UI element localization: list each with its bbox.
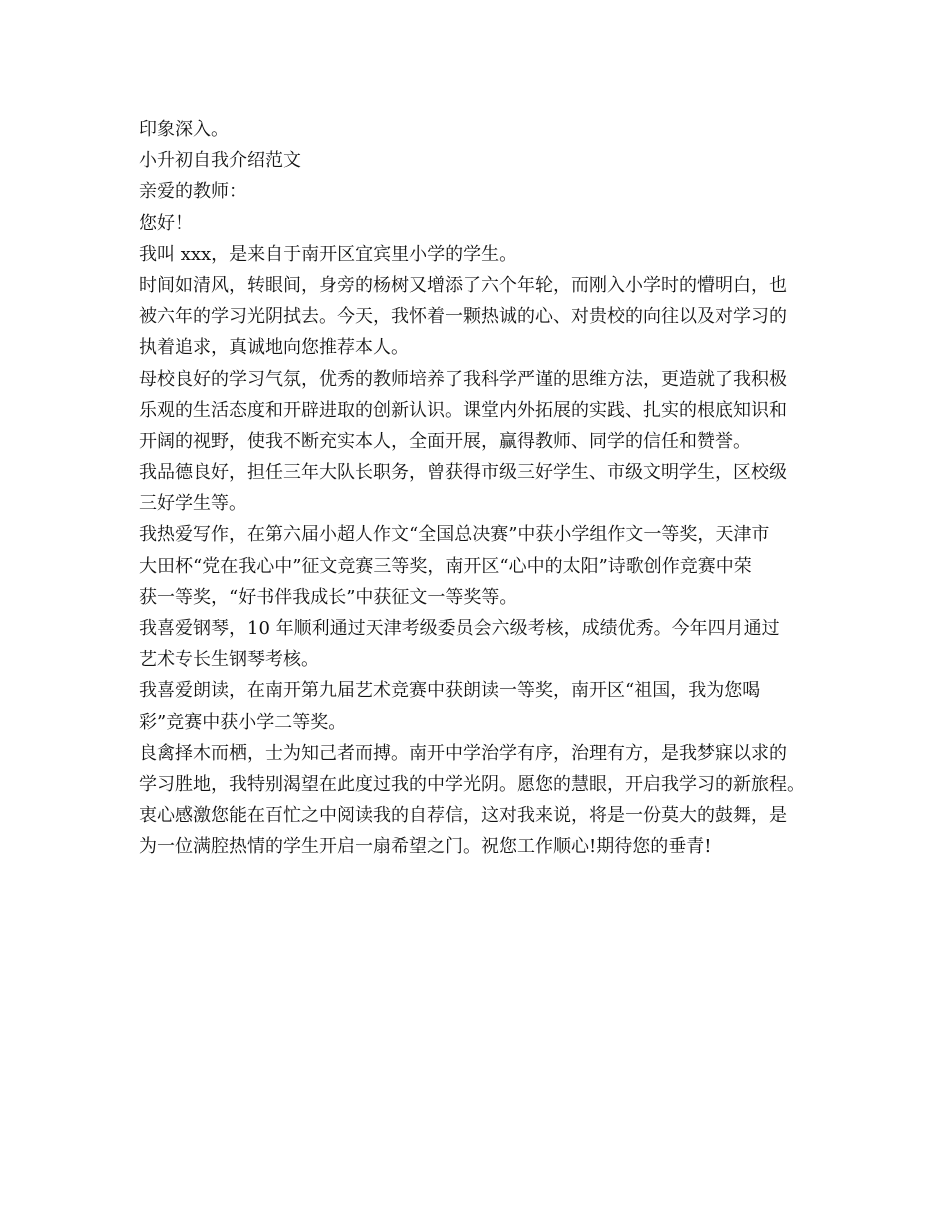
text-line: 我热爱写作，在第六届小超人作文“全国总决赛”中获小学组作文一等奖，天津市 [139, 524, 770, 546]
text-line: 为一位满腔热情的学生开启一扇希望之门。祝您工作顺心!期待您的垂青! [139, 836, 712, 858]
text-line: 印象深入。 [139, 119, 229, 140]
text-line: 母校良好的学习气氛，优秀的教师培养了我科学严谨的思维方法，更造就了我积极 [139, 368, 787, 390]
text-line: 衷心感激您能在百忙之中阅读我的自荐信，这对我来说，将是一份莫大的鼓舞，是 [139, 805, 787, 827]
document-title: 小升初自我介绍范文 [139, 150, 301, 172]
text-line: 学习胜地，我特别渴望在此度过我的中学光阴。愿您的慧眼，开启我学习的新旅程。 [139, 773, 805, 795]
text-line: 乐观的生活态度和开辟进取的创新认识。课堂内外拓展的实践、扎实的根底知识和 [139, 399, 787, 421]
text-line: 大田杯“党在我心中”征文竞赛三等奖，南开区“心中的太阳”诗歌创作竞赛中荣 [139, 555, 752, 577]
salutation: 亲爱的教师： [139, 181, 247, 203]
text-line: 我叫 xxx，是来自于南开区宜宾里小学的学生。 [139, 243, 518, 265]
text-line: 彩”竞赛中获小学二等奖。 [139, 711, 347, 733]
text-line: 我喜爱朗读，在南开第九届艺术竞赛中获朗读一等奖，南开区“祖国，我为您喝 [139, 680, 761, 702]
text-line: 艺术专长生钢琴考核。 [139, 649, 319, 671]
text-line: 执着追求，真诚地向您推荐本人。 [139, 337, 409, 359]
document-page [139, 114, 819, 863]
text-line: 三好学生等。 [139, 493, 247, 515]
text-line: 获一等奖，“好书伴我成长”中获征文一等奖等。 [139, 586, 518, 608]
text-line: 被六年的学习光阴拭去。今天，我怀着一颗热诚的心、对贵校的向往以及对学习的 [139, 306, 787, 328]
greeting: 您好！ [139, 212, 193, 234]
text-line: 我喜爱钢琴，10 年顺利通过天津考级委员会六级考核，成绩优秀。今年四月通过 [139, 618, 780, 639]
text-line: 良禽择木而栖，士为知己者而搏。南开中学治学有序，治理有方，是我梦寐以求的 [139, 742, 787, 764]
text-line: 开阔的视野，使我不断充实本人，全面开展，赢得教师、同学的信任和赞誉。 [139, 430, 751, 452]
text-line: 时间如清风，转眼间，身旁的杨树又增添了六个年轮，而刚入小学时的懵明白，也 [139, 274, 787, 296]
text-line: 我品德良好，担任三年大队长职务，曾获得市级三好学生、市级文明学生，区校级 [139, 462, 787, 484]
